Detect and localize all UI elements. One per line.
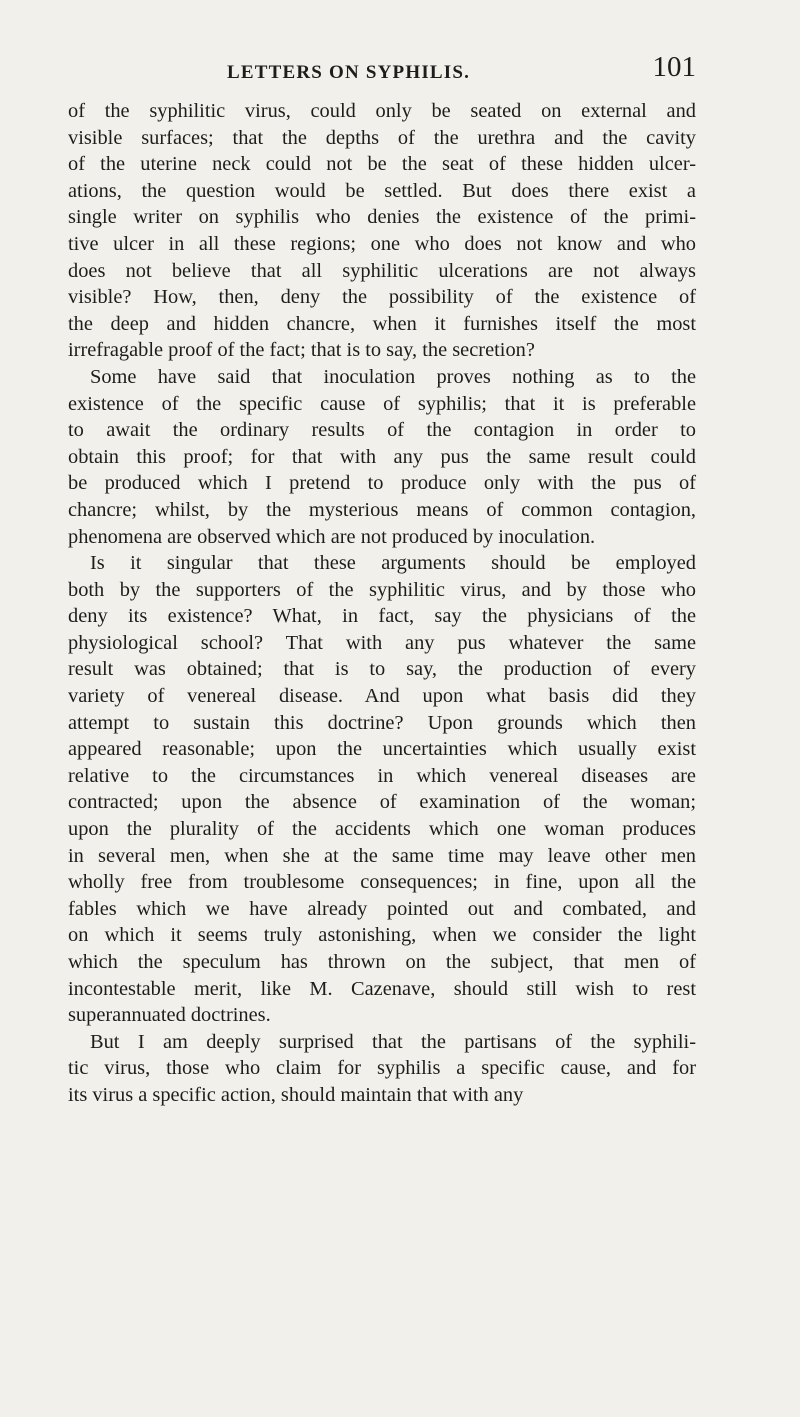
page-number: 101 [652, 51, 696, 83]
paragraph [68, 1029, 696, 1109]
text-line: obtain this proof; for that with any pus the same result could [68, 445, 696, 468]
text-line: existence of the specific cause of syphilis; that it is preferable [68, 392, 696, 415]
text-line: on which it seems truly astonishing, when we consider the light [68, 924, 696, 947]
running-title: LETTERS ON SYPHILIS. [227, 62, 471, 83]
book-page [68, 51, 696, 1109]
text-line: appeared reasonable; upon the uncertainties which usually exist [68, 738, 696, 761]
text-line: physiological school? That with any pus whatever the same [68, 631, 696, 654]
text-line: Some have said that inoculation proves nothing as to the [90, 365, 696, 388]
text-line: superannuated doctrines. [68, 1004, 271, 1027]
text-line: wholly free from troublesome consequences; in fine, upon all the [68, 871, 696, 894]
text-line: phenomena are observed which are not produced by inoculation. [68, 525, 596, 548]
text-line: to await the ordinary results of the contagion in order to [68, 419, 696, 442]
text-line: in several men, when she at the same time may leave other men [68, 844, 696, 867]
text-line: tive ulcer in all these regions; one who does not know and who [68, 232, 696, 255]
text-line: both by the supporters of the syphilitic virus, and by those who [68, 578, 696, 601]
paragraph [68, 364, 696, 550]
text-line: single writer on syphilis who denies the existence of the primi- [68, 206, 696, 229]
text-line: the deep and hidden chancre, when it furnishes itself the most [68, 312, 696, 335]
text-line: But I am deeply surprised that the partisans of the syphili- [90, 1030, 696, 1053]
text-line: variety of venereal disease. And upon what basis did they [68, 685, 696, 708]
text-line: upon the plurality of the accidents which one woman produces [68, 818, 696, 841]
text-line: which the speculum has thrown on the subject, that men of [68, 951, 696, 973]
text-line: deny its existence? What, in fact, say the physicians of the [68, 605, 696, 628]
text-line: of the uterine neck could not be the seat of these hidden ulcer- [68, 153, 696, 176]
text-line: Is it singular that these arguments should be employed [90, 552, 696, 575]
text-line: attempt to sustain this doctrine? Upon grounds which then [68, 711, 696, 734]
text-line: relative to the circumstances in which venereal diseases are [68, 764, 696, 787]
text-line: its virus a specific action, should maintain that with any [68, 1083, 524, 1106]
text-line: be produced which I pretend to produce only with the pus of [68, 472, 696, 495]
paragraph [68, 98, 696, 364]
text-line: visible? How, then, deny the possibility of the existence of [68, 286, 696, 309]
text-line: fables which we have already pointed out and combated, and [68, 897, 696, 920]
text-line: does not believe that all syphilitic ulcerations are not always [68, 259, 696, 282]
running-head [68, 51, 696, 98]
text-line: tic virus, those who claim for syphilis a specific cause, and for [68, 1057, 696, 1080]
text-line: visible surfaces; that the depths of the urethra and the cavity [68, 126, 696, 149]
text-line: chancre; whilst, by the mysterious means of common contagion, [68, 498, 696, 521]
paragraph [68, 550, 696, 1029]
text-line: contracted; upon the absence of examination of the woman; [68, 791, 696, 814]
text-line: irrefragable proof of the fact; that is to say, the secretion? [68, 339, 535, 362]
text-line: ations, the question would be settled. But does there exist a [68, 179, 696, 202]
text-line: result was obtained; that is to say, the production of every [68, 658, 696, 681]
text-line: of the syphilitic virus, could only be seated on external and [68, 100, 696, 122]
text-line: incontestable merit, like M. Cazenave, should still wish to rest [68, 977, 696, 1000]
body-text [68, 98, 696, 1109]
